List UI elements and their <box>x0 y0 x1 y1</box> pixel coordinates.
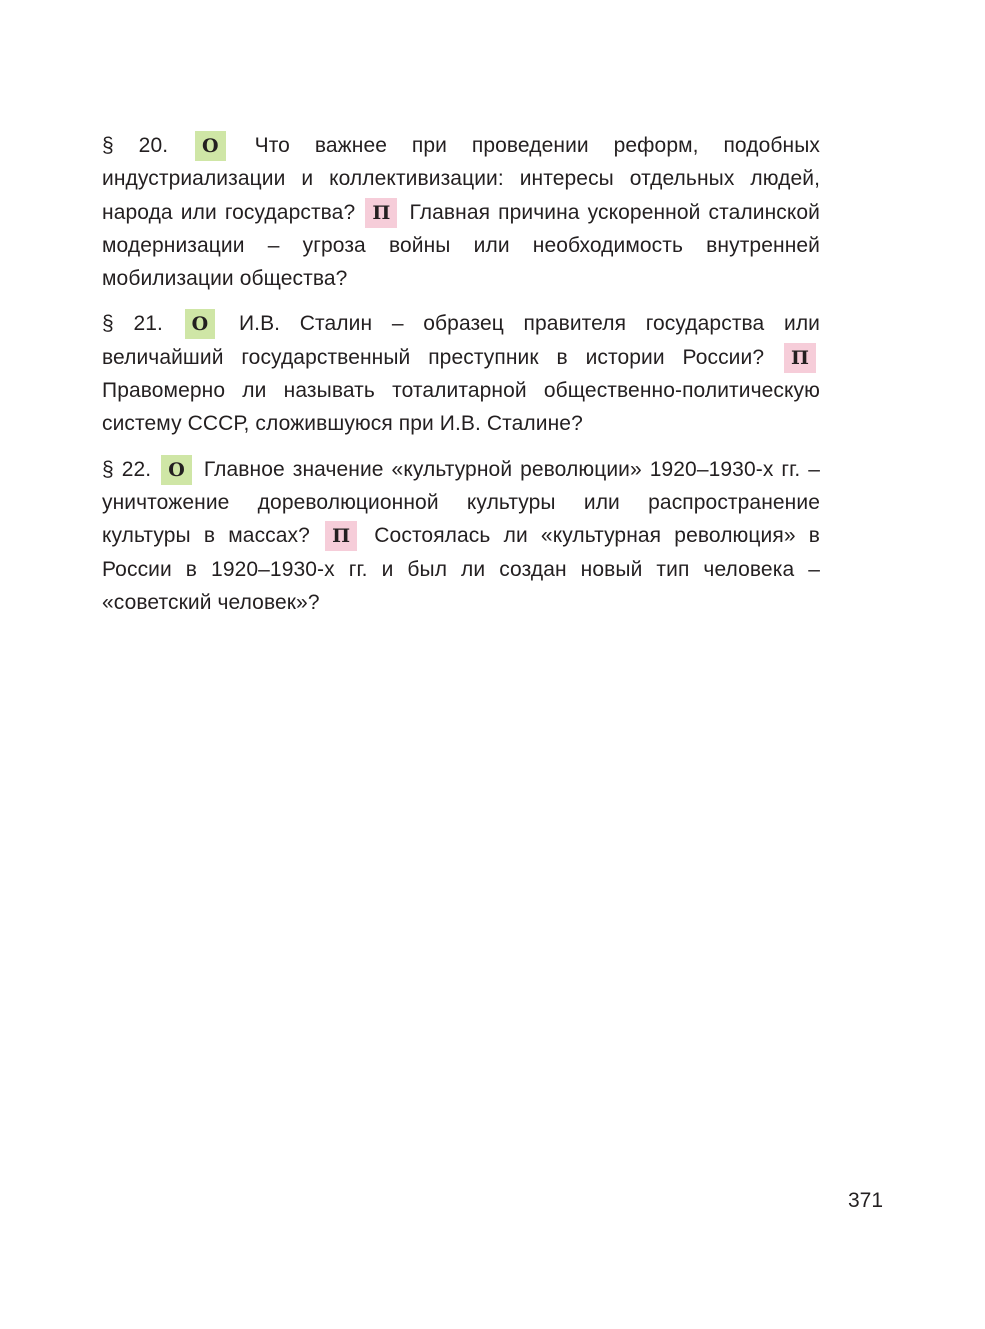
section-number: § 22. <box>102 457 152 481</box>
page-number: 371 <box>848 1189 884 1212</box>
question-p-text: Главная причина ускоренной сталинской модернизации – угроза войны или необходимость внутренней мобилизации общества? <box>102 200 821 291</box>
question-p-text: Состоялась ли «культурная революция» в России в 1920–1930-х гг. и был ли создан новый тип человека – «советский человек»? <box>102 524 821 614</box>
badge-p: П <box>325 521 357 551</box>
question-o-text: И.В. Сталин – образец правителя государства или величайший государственный преступник в истории России? <box>102 312 821 369</box>
section-number: § 20. <box>102 134 169 157</box>
question-o-text: Главное значение «культурной революции» 1920–1930-х гг. – уничтожение дореволюционной культуры или распространение культуры в массах? <box>102 457 821 548</box>
badge-o: О <box>195 131 226 161</box>
question-p-text: Правомерно ли называть тоталитарной общественно-политическую систему СССР, сложившуюся при И.В. Сталине? <box>102 379 820 436</box>
section-20 <box>102 129 820 295</box>
question-o-text: Что важнее при проведении реформ, подобных индустриализации и коллективизации: интересы отдельных людей, народа или государства? <box>102 134 821 224</box>
badge-p: П <box>365 198 397 228</box>
badge-o: О <box>161 455 192 485</box>
section-22 <box>102 453 820 619</box>
badge-o: О <box>185 309 216 339</box>
section-number: § 21. <box>102 312 163 336</box>
page-content <box>102 129 820 631</box>
badge-p: П <box>784 343 816 373</box>
section-21 <box>102 307 820 440</box>
